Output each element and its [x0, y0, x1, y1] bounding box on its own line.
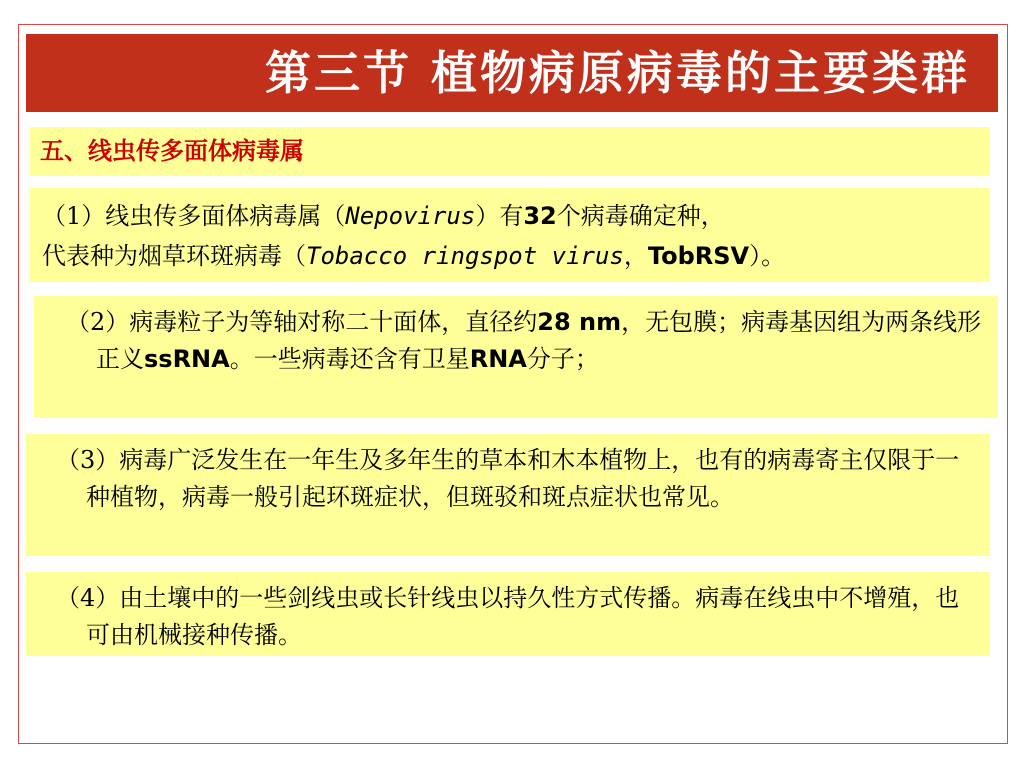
paragraph-1-line-2 [42, 236, 990, 276]
paragraph-4-text: （4）由土壤中的一些剑线虫或长针线虫以持久性方式传播。病毒在线虫中不增殖，也可由机械接种传播。 [56, 584, 960, 649]
para2-d: 分子； [526, 345, 599, 373]
section-heading [30, 127, 990, 176]
para1-end: ）。 [749, 242, 786, 270]
species-name: Tobacco ringspot virus [306, 242, 624, 270]
paragraph-2-text [66, 304, 982, 378]
genus-name: Nepovirus [345, 202, 476, 230]
particle-size: 28 nm [537, 308, 622, 336]
paragraph-3 [26, 434, 990, 556]
para1-comma: ， [623, 242, 648, 270]
title-bar [26, 34, 998, 112]
paragraph-4 [26, 572, 990, 656]
paragraph-3-text: （3）病毒广泛发生在一年生及多年生的草本和木本植物上，也有的病毒寄主仅限于一种植物，病毒一般引起环斑症状，但斑驳和斑点症状也常见。 [56, 446, 960, 511]
para2-c: 。一些病毒还含有卫星 [229, 345, 470, 373]
paragraph-1-line-1 [42, 196, 990, 236]
para1-prefix: （1）线虫传多面体病毒属（ [42, 202, 346, 230]
slide-title: 第三节 植物病原病毒的主要类群 [264, 46, 970, 100]
para2-b: ，无包膜；病毒基因组为两条线形正义 [96, 308, 982, 373]
ssrna-term: ssRNA [144, 345, 230, 373]
rna-term: RNA [469, 345, 527, 373]
paragraph-1 [30, 188, 990, 282]
para1-suffix: 个病毒确定种， [556, 202, 725, 230]
species-count: 32 [523, 202, 557, 230]
section-heading-text: 五、线虫传多面体病毒属 [40, 136, 304, 165]
species-abbr: TobRSV [647, 242, 750, 270]
para2-a: （2）病毒粒子为等轴对称二十面体，直径约 [66, 308, 538, 336]
para1-line2-prefix: 代表种为烟草环斑病毒（ [42, 242, 306, 270]
para1-mid: ）有 [475, 202, 524, 230]
paragraph-2 [34, 296, 998, 418]
